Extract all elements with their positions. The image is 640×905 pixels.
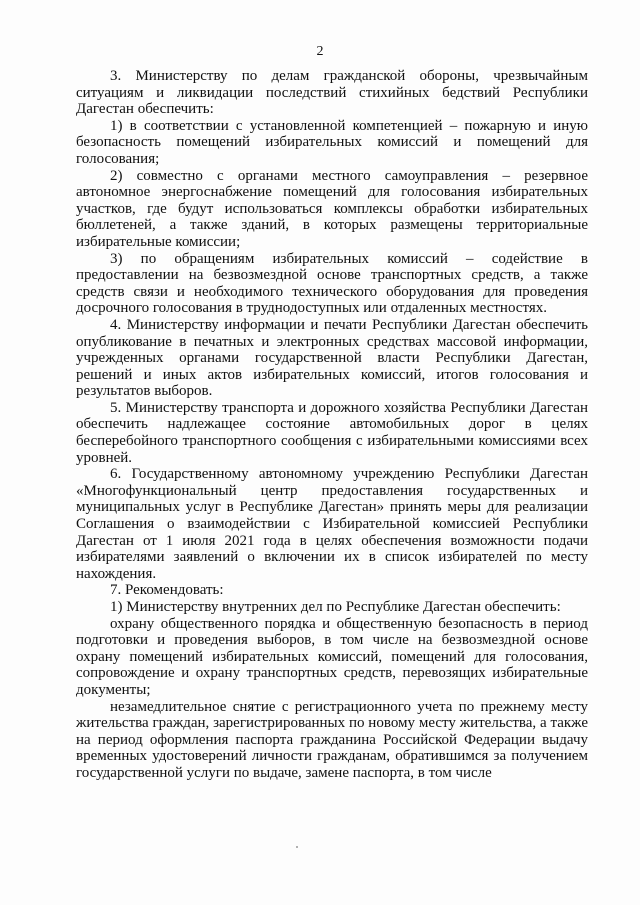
paragraph-3-3: 3) по обращениям избирательных комиссий – содействие в предоставлении на безвозмездной основе транспортных средств, а также средств связи и необходимого технического оборудования для проведения досрочного голосования в труднодоступных или отдаленных местностях. (76, 250, 588, 317)
paragraph-3-1: 1) в соответствии с установленной компетенцией – пожарную и иную безопасность помещений избирательных комиссий и помещений для голосования; (76, 117, 588, 167)
page-number: 2 (316, 44, 324, 59)
paragraph-7-1-b: незамедлительное снятие с регистрационного учета по прежнему месту жительства граждан, зарегистрированных по новому месту жительства, а также на период оформления паспорта гражданина Российской Федерации выдачу временных удостоверений личности гражданам, обратившимся за получением государственной услуги по выдаче, замене паспорта, в том числе (76, 698, 588, 781)
scan-speck (296, 846, 298, 848)
paragraph-4: 4. Министерству информации и печати Республики Дагестан обеспечить опубликование в печатных и электронных средствах массовой информации, учрежденных органами государственной власти Республики Дагестан, решений и иных актов избирательных комиссий, итогов голосования и результатов выборов. (76, 316, 588, 400)
paragraph-3: 3. Министерству по делам гражданской обороны, чрезвычайным ситуациям и ликвидации последствий стихийных бедствий Республики Дагестан обеспечить: (76, 68, 588, 118)
paragraph-7-1-a: охрану общественного порядка и общественную безопасность в период подготовки и проведения выборов, в том числе на безвозмездной основе охрану помещений избирательных комиссий, помещений для голосования, сопровождение и охрану транспортных средств, перевозящих избирательные документы; (76, 615, 588, 698)
document-body (76, 68, 588, 782)
paragraph-6: 6. Государственному автономному учреждению Республики Дагестан «Многофункциональный центр предоставления государственных и муниципальных услуг в Республике Дагестан» принять меры для реализации Соглашения о взаимодействии с Избирательной комиссией Республики Дагестан от 1 июля 2021 года в целях обеспечения возможности подачи избирателями заявлений о включении их в список избирателей по месту нахождения. (76, 466, 588, 582)
paragraph-5: 5. Министерству транспорта и дорожного хозяйства Республики Дагестан обеспечить надлежащее состояние автомобильных дорог в целях бесперебойного транспортного сообщения с избирательными комиссиями всех уровней. (76, 399, 588, 466)
paragraph-7: 7. Рекомендовать: (110, 582, 224, 599)
paragraph-7-1: 1) Министерству внутренних дел по Республике Дагестан обеспечить: (110, 599, 561, 615)
paragraph-3-2: 2) совместно с органами местного самоуправления – резервное автономное энергоснабжение помещений для голосования избирательных участков, где будут использоваться комплексы обработки избирательных бюллетеней, а также зданий, в которых размещены территориальные избирательные комиссии; (76, 167, 588, 250)
